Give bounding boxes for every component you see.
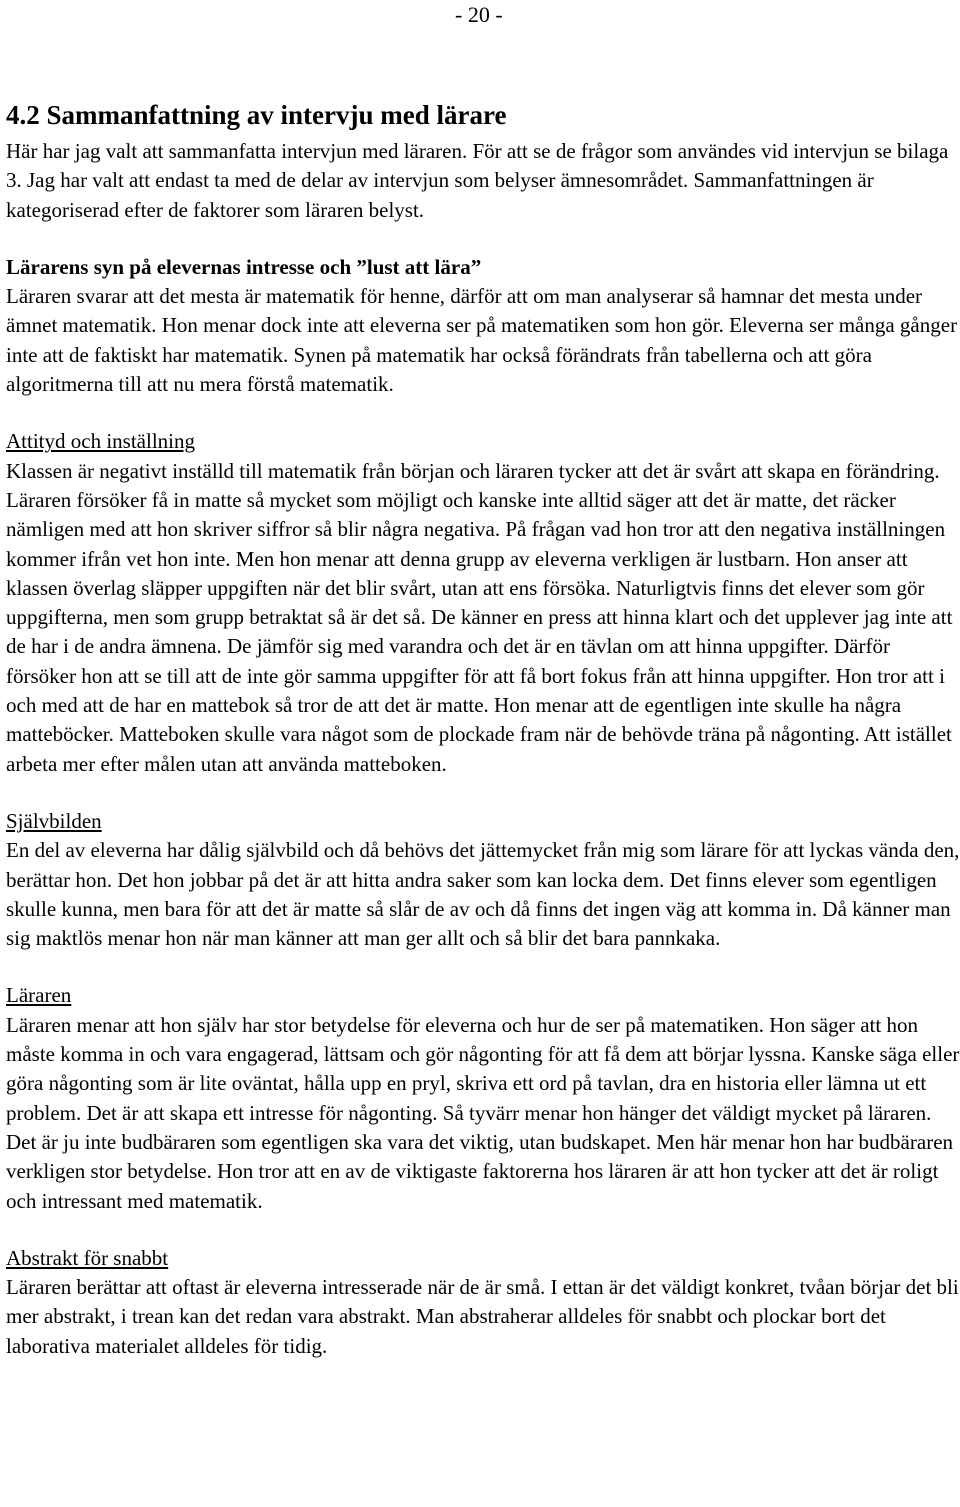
page-number: - 20 - bbox=[455, 2, 503, 27]
section-body-teacher: Läraren menar att hon själv har stor betydelse för eleverna och hur de ser på matematiken. Hon säger att hon måste komma in och vara engagerad, lättsam och gör någonting för att få dem att börjar lyssna. Kanske säga eller göra någonting som är lite oväntat, hålla upp en pryl, skriva ett ord på tavlan, dra en historia eller lämna ut ett problem. Det är att skapa ett intresse för någonting. Så tyvärr menar hon hänger det väldigt mycket på läraren. Det är ju inte budbäraren som egentligen ska vara det viktig, utan budskapet. Men här menar hon har budbäraren verkligen stor betydelse. Hon tror att en av de viktigaste faktorerna hos läraren är att hon tycker att det är roligt och intressant med matematik. bbox=[6, 1012, 960, 1213]
section-self-image bbox=[6, 807, 960, 953]
section-title-abstract: Abstrakt för snabbt bbox=[6, 1245, 169, 1270]
section-title-teacher: Läraren bbox=[6, 983, 72, 1008]
section-body-self-image: En del av eleverna har dålig självbild och då behövs det jättemycket från mig som lärare för att lyckas vända den, berättar hon. Det hon jobbar på det är att hitta andra saker som kan locka dem. Det finns elever som egentligen skulle kunna, men bara för att det är matte så slår de av och då finns det ingen väg att komma in. Då känner man sig maktlös menar hon när man känner att man ger allt och så blir det bara pannkaka. bbox=[6, 838, 960, 951]
section-body-attitude: Klassen är negativt inställd till matematik från början och läraren tycker att det är svårt att skapa en förändring. Läraren försöker få in matte så mycket som möjligt och kanske inte alltid säger att det är matte, det räcker nämligen med att hon skriver siffror så blir några negativa. På frågan vad hon tror att den negativa inställningen kommer ifrån vet hon inte. Men hon menar att denna grupp av eleverna verkligen är lustbarn. Hon anser att klassen överlag släpper uppgiften när det blir svårt, utan att ens försöka. Naturligtvis finns det elever som gör uppgifterna, men som grupp betraktat så är det så. De känner en press att hinna klart och det upplever jag inte att de har i de andra ämnena. De jämför sig med varandra och det är en tävlan om att hinna uppgifter. Därför försöker hon att se till att de inte gör samma uppgifter för att få bort fokus från att hinna uppgifter. Hon tror att i och med att de har en mattebok så tror de att det är matte. Hon menar att de egentligen inte skulle ha några matteböcker. Matteboken skulle vara något som de plockade fram när de behövde träna på någonting. Att istället arbeta mer efter målen utan att använda matteboken. bbox=[6, 458, 953, 776]
intro-paragraph: Här har jag valt att sammanfatta intervjun med läraren. För att se de frågor som användes vid intervjun se bilaga 3. Jag har valt att endast ta med de delar av intervjun som belyser ämnesområdet. Sammanfattningen är kategoriserad efter de faktorer som läraren belyst. bbox=[6, 139, 949, 222]
section-abstract bbox=[6, 1244, 960, 1361]
section-attitude bbox=[6, 427, 960, 779]
document-body bbox=[6, 96, 960, 1361]
section-teacher bbox=[6, 981, 960, 1215]
section-title-attitude: Attityd och inställning bbox=[6, 429, 195, 454]
section-interest bbox=[6, 253, 960, 399]
section-body-interest: Läraren svarar att det mesta är matematik för henne, därför att om man analyserar så hamnar det mesta under ämnet matematik. Hon menar dock inte att eleverna ser på matematiken som hon gör. Eleverna ser många gånger inte att de faktiskt har matematik. Synen på matematik har också förändrats från tabellerna och att göra algoritmerna till att nu mera förstå matematik. bbox=[6, 284, 958, 397]
section-body-abstract: Läraren berättar att oftast är eleverna intresserade när de är små. I ettan är det väldigt konkret, tvåan börjar det bli mer abstrakt, i trean kan det redan vara abstrakt. Man abstraherar alldeles för snabbt och plockar bort det laborativa materialet alldeles för tidig. bbox=[6, 1275, 959, 1358]
section-heading: 4.2 Sammanfattning av intervju med lärare bbox=[6, 100, 507, 130]
section-title-self-image: Självbilden bbox=[6, 808, 102, 833]
section-title-interest: Lärarens syn på elevernas intresse och ”lust att lära” bbox=[6, 254, 482, 279]
